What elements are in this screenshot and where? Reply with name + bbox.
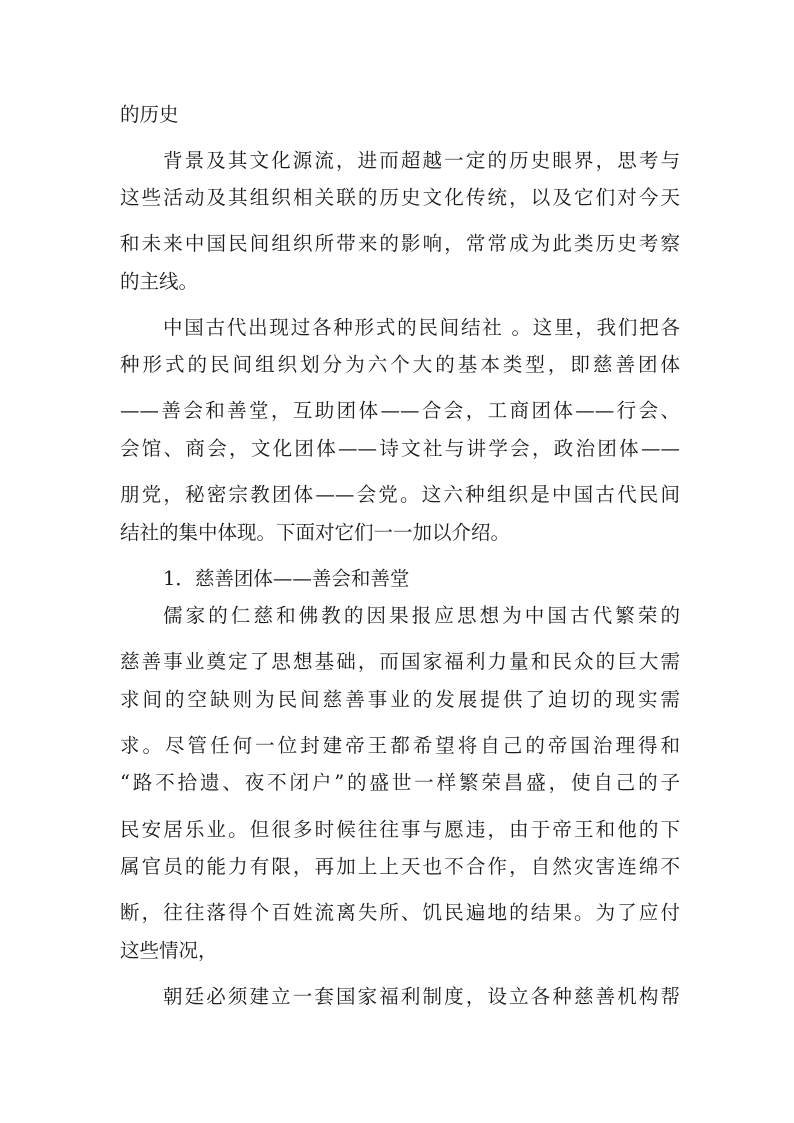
section-heading: 1．慈善团体——善会和善堂 [163,567,410,590]
paragraph-line: 这些活动及其组织相关联的历史文化传统，以及它们对今天 [120,186,680,209]
paragraph-line: 结社的集中体现。下面对它们一一加以介绍。 [120,521,511,544]
paragraph-line: 的主线。 [120,270,199,293]
paragraph-line: 这些情况， [120,939,218,962]
paragraph-line: 朋党，秘密宗教团体——会党。这六种组织是中国古代民间 [120,483,680,506]
paragraph-line: 求。尽管任何一位封建帝王都希望将自己的帝国治理得和 [120,734,680,757]
paragraph-line: 朝廷必须建立一套国家福利制度，设立各种慈善机构帮 [163,985,680,1008]
paragraph-line: 和未来中国民间组织所带来的影响，常常成为此类历史考察 [120,232,680,255]
paragraph-line: 种形式的民间组织划分为六个大的基本类型，即慈善团体 [120,353,680,376]
paragraph-line: 民安居乐业。但很多时候往往事与愿违，由于帝王和他的下 [120,818,680,841]
paragraph-line: 会馆、商会，文化团体——诗文社与讲学会，政治团体—— [120,437,680,460]
paragraph-line: 中国古代出现过各种形式的民间结社 。这里，我们把各 [163,316,680,339]
paragraph-line: 背景及其文化源流，进而超越一定的历史眼界，思考与 [163,149,680,172]
paragraph-line: 求间的空缺则为民间慈善事业的发展提供了迫切的现实需 [120,688,680,711]
paragraph-line: ——善会和善堂，互助团体——合会，工商团体——行会、 [120,399,680,422]
paragraph-line: 断，往往落得个百姓流离失所、饥民遍地的结果。为了应付 [120,901,680,924]
paragraph-line: “路不拾遗、夜不闭户”的盛世一样繁荣昌盛，使自己的子 [120,771,680,794]
paragraph-line: 属官员的能力有限，再加上上天也不合作，自然灾害连绵不 [120,855,680,878]
paragraph-line: 慈善事业奠定了思想基础，而国家福利力量和民众的巨大需 [120,650,680,673]
paragraph-line: 儒家的仁慈和佛教的因果报应思想为中国古代繁荣的 [163,604,680,627]
text-line: 的历史 [120,103,179,126]
